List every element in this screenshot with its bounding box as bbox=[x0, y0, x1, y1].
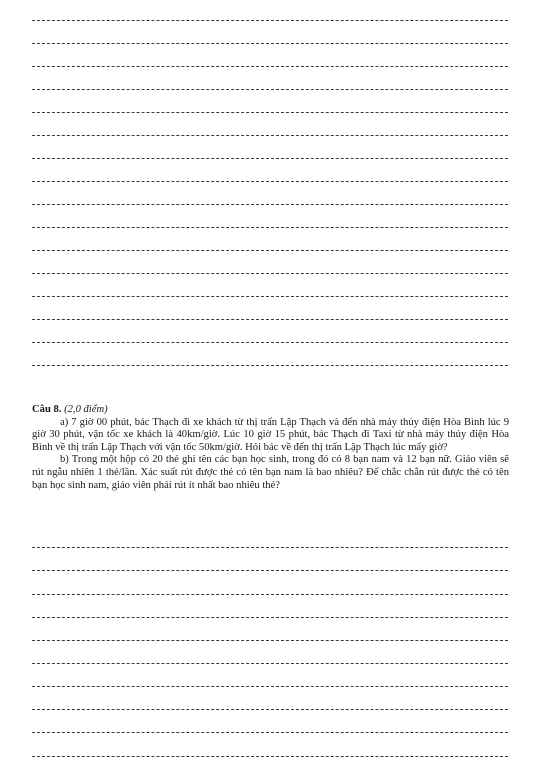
answer-line bbox=[32, 273, 508, 274]
answer-line bbox=[32, 181, 508, 182]
answer-line bbox=[32, 135, 508, 136]
answer-line bbox=[32, 756, 508, 757]
question-part-a: a) 7 giờ 00 phút, bác Thạch đi xe khách từ thị trấn Lập Thạch và đến nhà máy thủy điện Hòa Bình lúc 9 giờ 30 phút, vận tốc xe khách là 40km/giờ. Lúc 10 giờ 15 phút, bác Thạch đi Taxi từ nhà máy thủy điện Hòa Bình về thị trấn Lập Thạch với vận tốc 50km/giờ. Hỏi bác về đến thị trấn Lập Thạch lúc mấy giờ? bbox=[32, 416, 509, 453]
answer-line bbox=[32, 158, 508, 159]
answer-line bbox=[32, 250, 508, 251]
answer-line bbox=[32, 112, 508, 113]
answer-line bbox=[32, 617, 508, 618]
answer-line bbox=[32, 709, 508, 710]
question-number: Câu 8. bbox=[32, 404, 62, 415]
answer-line bbox=[32, 570, 508, 571]
answer-line bbox=[32, 204, 508, 205]
answer-line bbox=[32, 296, 508, 297]
answer-line bbox=[32, 365, 508, 366]
answer-line bbox=[32, 20, 508, 21]
answer-line bbox=[32, 594, 508, 595]
answer-line bbox=[32, 686, 508, 687]
answer-line bbox=[32, 89, 508, 90]
answer-line bbox=[32, 43, 508, 44]
answer-line bbox=[32, 342, 508, 343]
answer-line bbox=[32, 227, 508, 228]
answer-line bbox=[32, 547, 508, 548]
answer-line bbox=[32, 66, 508, 67]
question-8 bbox=[32, 404, 509, 492]
answer-line bbox=[32, 640, 508, 641]
answer-line bbox=[32, 319, 508, 320]
answer-line bbox=[32, 732, 508, 733]
question-heading bbox=[32, 404, 509, 417]
answer-line bbox=[32, 663, 508, 664]
question-points: (2,0 điểm) bbox=[64, 404, 108, 415]
question-part-b: b) Trong một hộp có 20 thẻ ghi tên các bạn học sinh, trong đó có 8 bạn nam và 12 bạn nữ. Giáo viên sẽ rút ngẫu nhiên 1 thẻ/lần. Xác suất rút được thẻ có tên bạn nam là bao nhiêu? Để chắc chắn rút được thẻ có tên bạn học sinh nam, giáo viên phải rút ít nhất bao nhiêu thẻ? bbox=[32, 454, 509, 491]
